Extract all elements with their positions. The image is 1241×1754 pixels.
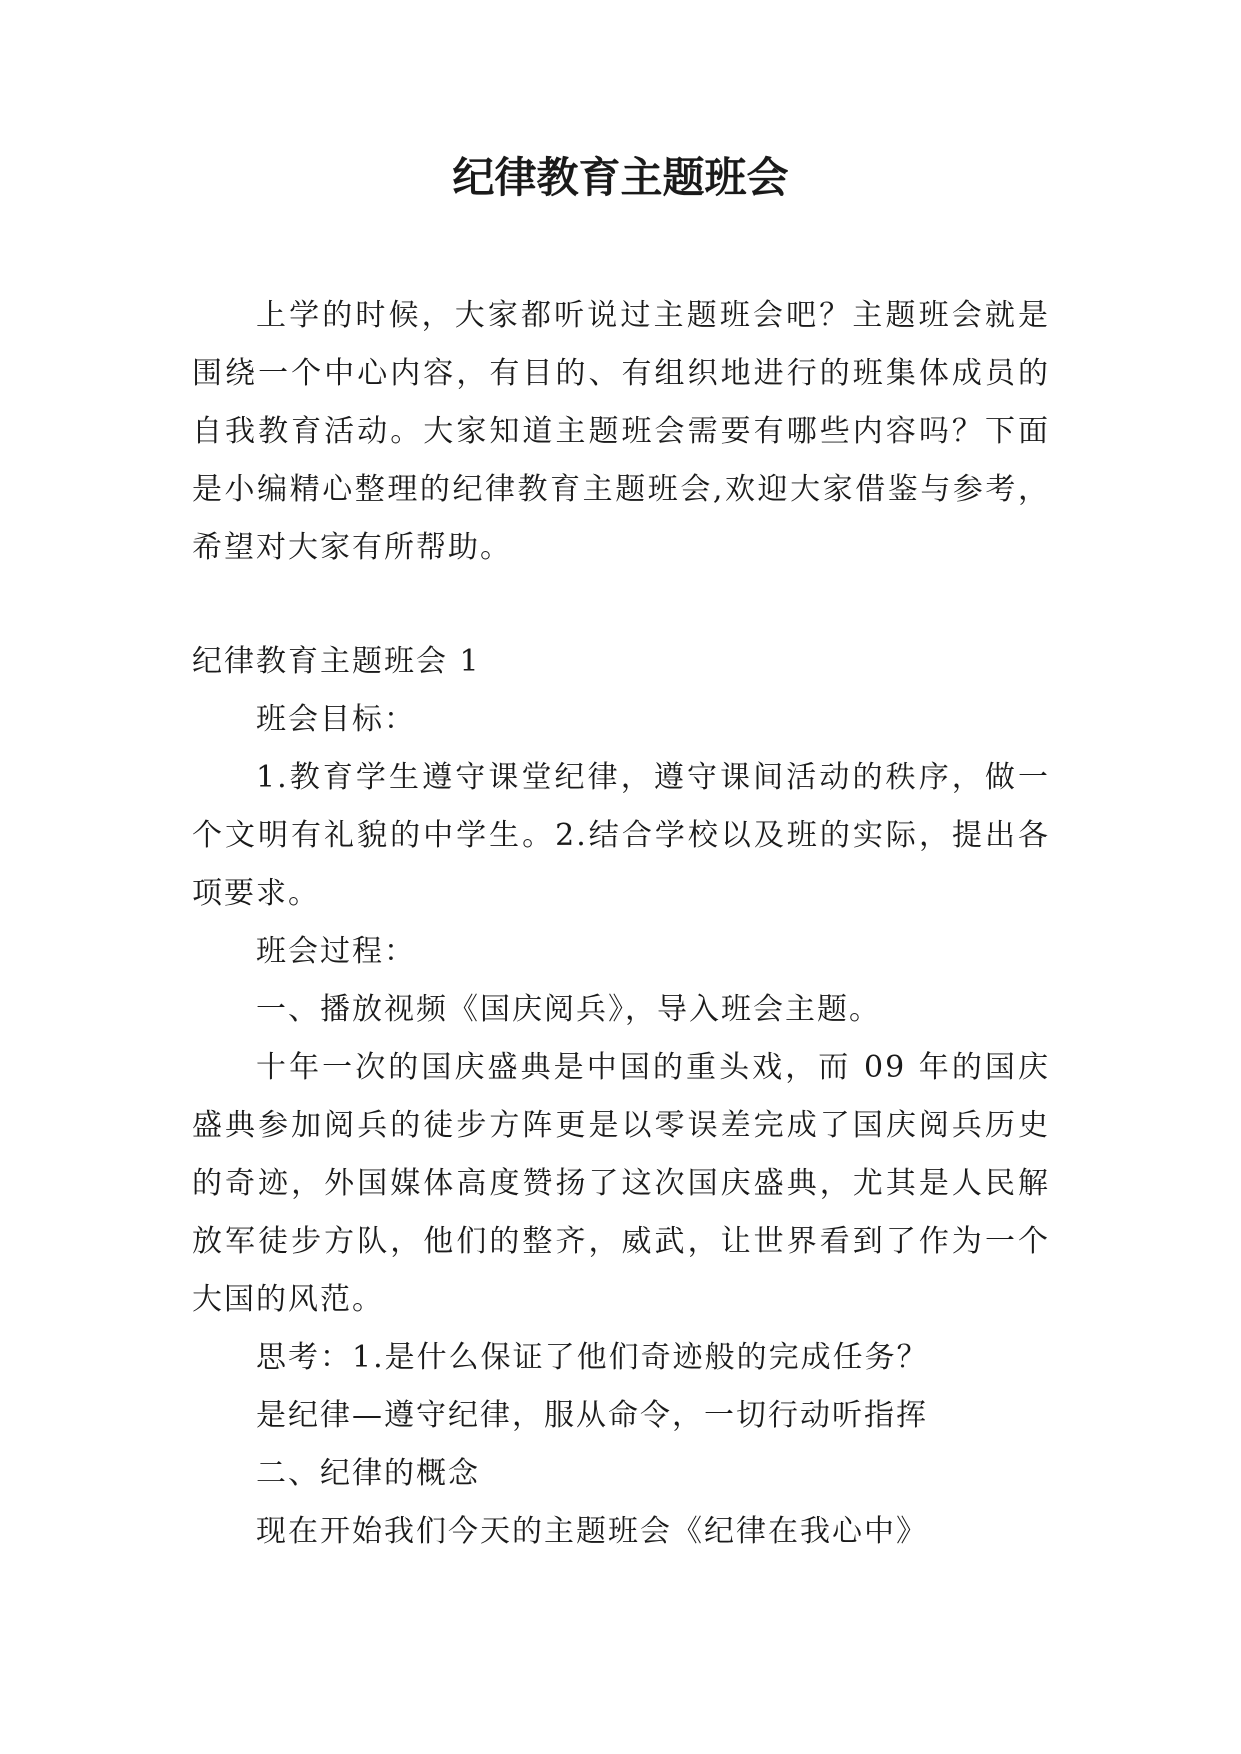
step-one-heading: 一、播放视频《国庆阅兵》，导入班会主题。 <box>256 992 881 1027</box>
section-content <box>192 691 1050 1561</box>
goal-heading: 班会目标： <box>256 702 416 737</box>
reflection-question: 思考：1.是什么保证了他们奇迹般的完成任务？ <box>256 1340 929 1375</box>
step-two-heading: 二、纪律的概念 <box>256 1456 480 1491</box>
section-title: 纪律教育主题班会 1 <box>192 644 481 679</box>
theme-announcement: 现在开始我们今天的主题班会《纪律在我心中》 <box>256 1514 928 1549</box>
document-title: 纪律教育主题班会 <box>452 153 789 202</box>
reflection-answer: 是纪律—遵守纪律，服从命令，一切行动听指挥 <box>256 1398 928 1433</box>
step-one-description: 十年一次的国庆盛典是中国的重头戏，而 09 年的国庆盛典参加阅兵的徒步方阵更是以零误差完成了国庆阅兵历史的奇迹，外国媒体高度赞扬了这次国庆盛典，尤其是人民解放军徒步方队，他们的整齐，威武，让世界看到了作为一个大国的风范。 <box>192 1050 1050 1317</box>
process-heading: 班会过程： <box>256 934 416 969</box>
intro-paragraph: 上学的时候，大家都听说过主题班会吧？主题班会就是围绕一个中心内容，有目的、有组织地进行的班集体成员的自我教育活动。大家知道主题班会需要有哪些内容吗？下面是小编精心整理的纪律教育主题班会,欢迎大家借鉴与参考，希望对大家有所帮助。 <box>192 298 1050 565</box>
goal-items: 1.教育学生遵守课堂纪律，遵守课间活动的秩序，做一个文明有礼貌的中学生。2.结合学校以及班的实际，提出各项要求。 <box>192 760 1050 911</box>
